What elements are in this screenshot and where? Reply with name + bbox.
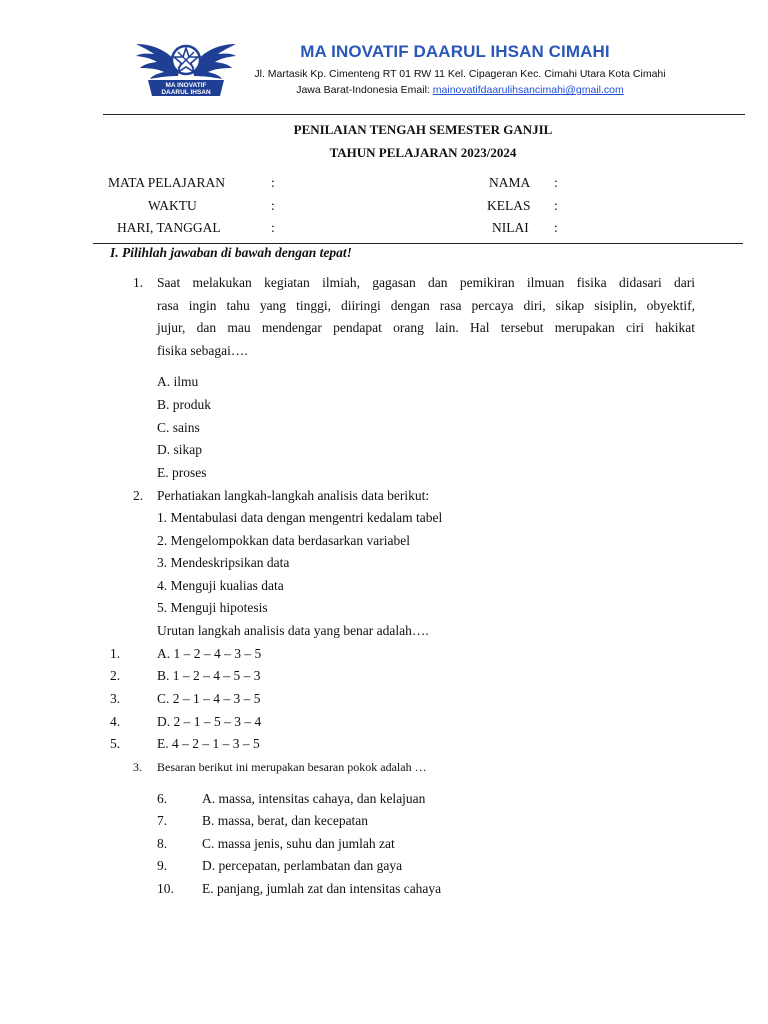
email-link[interactable]: mainovatifdaarulihsancimahi@gmail.com bbox=[432, 84, 624, 96]
option-marker: 1. bbox=[110, 646, 121, 661]
answer-option: E. proses bbox=[157, 465, 207, 480]
question-2-text: Urutan langkah analisis data yang benar adalah…. bbox=[157, 623, 429, 638]
field-label-waktu: WAKTU bbox=[148, 198, 197, 213]
option-marker: 8. bbox=[157, 836, 168, 851]
answer-option: D. 2 – 1 – 5 – 3 – 4 bbox=[157, 714, 262, 729]
answer-option: B. massa, berat, dan kecepatan bbox=[202, 813, 369, 828]
field-colon: : bbox=[271, 220, 275, 235]
option-marker: 5. bbox=[110, 736, 121, 751]
answer-option: E. 4 – 2 – 1 – 3 – 5 bbox=[157, 736, 260, 751]
field-colon: : bbox=[554, 220, 558, 235]
svg-text:DAARUL IHSAN: DAARUL IHSAN bbox=[161, 89, 211, 96]
exam-year: TAHUN PELAJARAN 2023/2024 bbox=[329, 145, 517, 160]
answer-option: C. sains bbox=[157, 420, 200, 435]
answer-option: C. massa jenis, suhu dan jumlah zat bbox=[202, 836, 395, 851]
option-marker: 6. bbox=[157, 791, 168, 806]
answer-option: D. sikap bbox=[157, 442, 202, 457]
answer-option: E. panjang, jumlah zat dan intensitas cahaya bbox=[202, 881, 442, 896]
question-number: 1. bbox=[133, 275, 144, 290]
option-marker: 7. bbox=[157, 813, 168, 828]
analysis-step: 5. Menguji hipotesis bbox=[157, 600, 268, 615]
answer-option: A. ilmu bbox=[157, 374, 199, 389]
question-line: rasa ingin tahu yang tinggi, diiringi dengan rasa percaya diri, sikap sisiplin, obyektif, bbox=[157, 297, 695, 313]
question-line: Saat melakukan kegiatan ilmiah, gagasan dan pemikiran ilmuan fisika didasari dari bbox=[157, 275, 695, 290]
field-colon: : bbox=[554, 175, 558, 190]
field-colon: : bbox=[554, 198, 558, 213]
analysis-step: 2. Mengelompokkan data berdasarkan variabel bbox=[157, 533, 411, 548]
question-number: 2. bbox=[133, 488, 144, 503]
section-instruction: I. Pilihlah jawaban di bawah dengan tepat! bbox=[110, 245, 352, 260]
field-colon: : bbox=[271, 175, 275, 190]
field-label-nama: NAMA bbox=[489, 175, 531, 190]
school-logo-icon bbox=[134, 36, 238, 102]
answer-option: B. produk bbox=[157, 397, 211, 412]
option-marker: 3. bbox=[110, 691, 121, 706]
school-name: MA INOVATIF DAARUL IHSAN CIMAHI bbox=[300, 42, 610, 61]
field-colon: : bbox=[271, 198, 275, 213]
school-address: Jl. Martasik Kp. Cimenteng RT 01 RW 11 Kel. Cipageran Kec. Cimahi Utara Kota Cimahi bbox=[254, 68, 666, 80]
answer-option: A. massa, intensitas cahaya, dan kelajuan bbox=[202, 791, 426, 806]
school-contact bbox=[234, 84, 686, 96]
question-3-text: Besaran berikut ini merupakan besaran pokok adalah … bbox=[157, 760, 427, 774]
option-marker: 2. bbox=[110, 668, 121, 683]
question-line: jujur, dan mau mendengar pendapat orang lain. Hal tersebut merupakan ciri hakikat bbox=[157, 320, 695, 335]
exam-title: PENILAIAN TENGAH SEMESTER GANJIL bbox=[293, 122, 553, 137]
question-2-intro: Perhatiakan langkah-langkah analisis data berikut: bbox=[157, 488, 430, 503]
fields-divider bbox=[93, 243, 743, 244]
option-marker: 10. bbox=[157, 881, 174, 896]
svg-text:MA INOVATIF: MA INOVATIF bbox=[165, 82, 207, 89]
answer-option: B. 1 – 2 – 4 – 5 – 3 bbox=[157, 668, 261, 683]
analysis-step: 1. Mentabulasi data dengan mengentri kedalam tabel bbox=[157, 510, 443, 525]
answer-option: D. percepatan, perlambatan dan gaya bbox=[202, 858, 403, 873]
answer-option: A. 1 – 2 – 4 – 3 – 5 bbox=[157, 646, 262, 661]
answer-option: C. 2 – 1 – 4 – 3 – 5 bbox=[157, 691, 261, 706]
option-marker: 9. bbox=[157, 858, 168, 873]
field-label-nilai: NILAI bbox=[492, 220, 529, 235]
question-number: 3. bbox=[133, 760, 142, 774]
analysis-step: 4. Menguji kualias data bbox=[157, 578, 284, 593]
contact-prefix: Jawa Barat-Indonesia Email: bbox=[296, 84, 433, 96]
question-line: fisika sebagai…. bbox=[157, 342, 248, 358]
option-marker: 4. bbox=[110, 714, 121, 729]
header-divider bbox=[103, 114, 745, 115]
analysis-step: 3. Mendeskripsikan data bbox=[157, 555, 290, 570]
field-label-kelas: KELAS bbox=[487, 198, 531, 213]
question-1-text bbox=[157, 272, 695, 362]
field-label-hari-tanggal: HARI, TANGGAL bbox=[117, 220, 221, 235]
field-label-mata-pelajaran: MATA PELAJARAN bbox=[108, 175, 226, 190]
